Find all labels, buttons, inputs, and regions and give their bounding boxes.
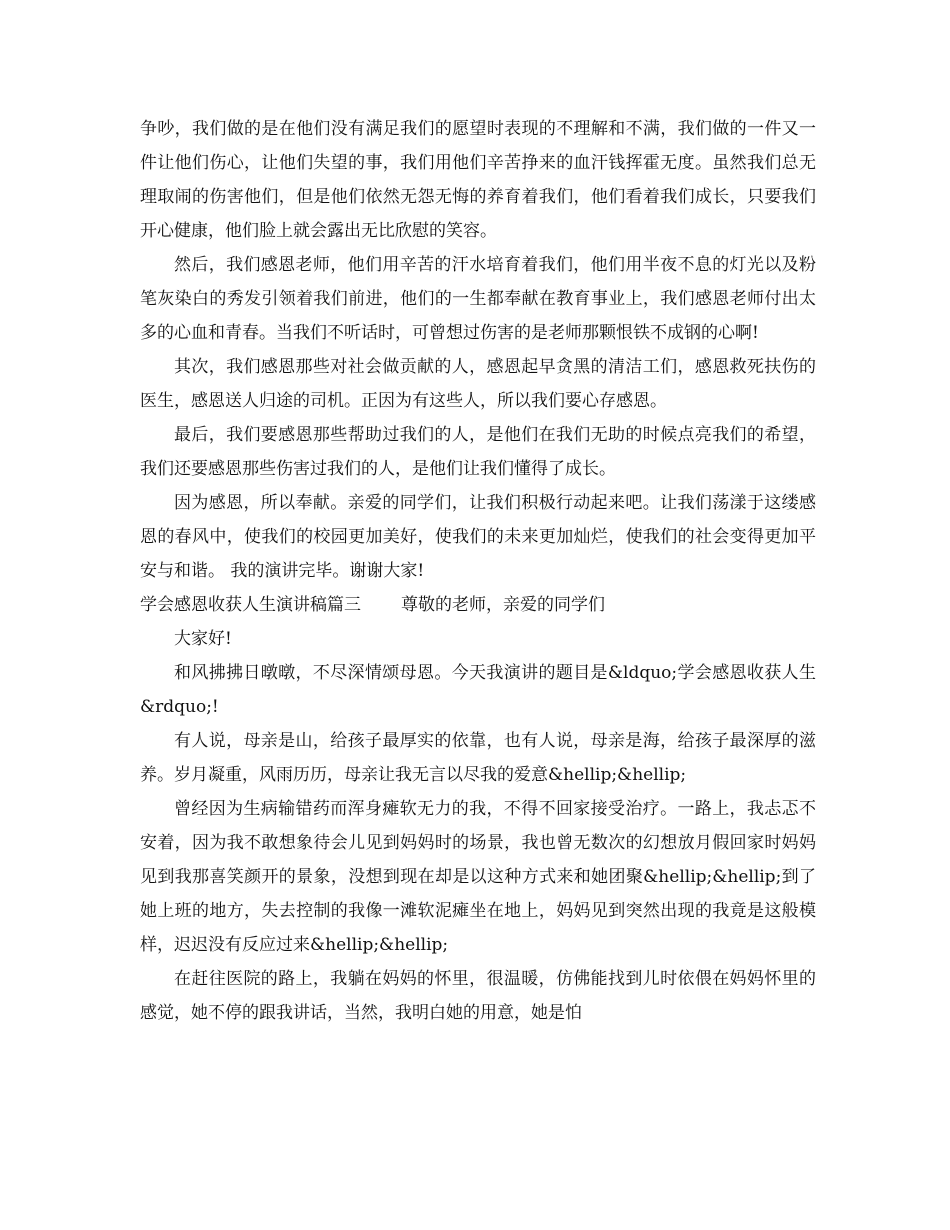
section-title: 学会感恩收获人生演讲稿篇三 [140,595,361,615]
paragraph-hello: 大家好! [174,629,232,649]
paragraph-illness: 曾经因为生病输错药而浑身瘫软无力的我，不得不回家接受治疗。一路上，我忐忑不安着，因为我不敢想象待会儿见到妈妈时的场景，我也曾无数次的幻想放月假回家时妈妈见到我那喜笑颜开的景象，没想到现在却是以这种方式来和她团聚&hellip;&hellip;到了她上班的地方，失去控制的我像一滩软泥瘫坐在地上，妈妈见到突然出现的我竟是这般模样，迟迟没有反应过来&hellip;&hellip; [140,799,816,955]
paragraph-society: 其次，我们感恩那些对社会做贡献的人，感恩起早贪黑的清洁工们，感恩救死扶伤的医生，感恩送人归途的司机。正因为有这些人，所以我们要心存感恩。 [140,357,816,411]
paragraph-parents: 争吵，我们做的是在他们没有满足我们的愿望时表现的不理解和不满，我们做的一件又一件让他们伤心，让他们失望的事，我们用他们辛苦挣来的血汗钱挥霍无度。虽然我们总无理取闹的伤害他们，但是他们依然无怨无悔的养育着我们，他们看着我们成长，只要我们开心健康，他们脸上就会露出无比欣慰的笑容。 [140,119,816,241]
paragraph-teachers: 然后，我们感恩老师，他们用辛苦的汗水培育着我们，他们用半夜不息的灯光以及粉笔灰染白的秀发引领着我们前进，他们的一生都奉献在教育事业上，我们感恩老师付出太多的心血和青春。当我们不听话时，可曾想过伤害的是老师那颗恨铁不成钢的心啊! [140,255,816,343]
paragraph-conclusion: 因为感恩，所以奉献。亲爱的同学们，让我们积极行动起来吧。让我们荡漾于这缕感恩的春风中，使我们的校园更加美好，使我们的未来更加灿烂，使我们的社会变得更加平安与和谐。 我的演讲完毕。谢谢大家! [140,493,816,581]
paragraph-hospital: 在赶往医院的路上，我躺在妈妈的怀里，很温暖，仿佛能找到儿时依偎在妈妈怀里的感觉，她不停的跟我讲话，当然，我明白她的用意，她是怕 [140,969,816,1023]
document-page [140,112,816,1030]
section-heading [140,588,816,622]
paragraph-topic: 和风拂拂日暾暾，不尽深情颂母恩。今天我演讲的题目是&ldquo;学会感恩收获人生&rdquo;! [140,663,816,717]
paragraph-helpers: 最后，我们要感恩那些帮助过我们的人，是他们在我们无助的时候点亮我们的希望，我们还要感恩那些伤害过我们的人，是他们让我们懂得了成长。 [140,425,816,479]
paragraph-mother-mountain: 有人说，母亲是山，给孩子最厚实的依靠，也有人说，母亲是海，给孩子最深厚的滋养。岁月凝重，风雨历历，母亲让我无言以尽我的爱意&hellip;&hellip; [140,731,816,785]
section-greeting: 尊敬的老师，亲爱的同学们 [401,595,605,615]
